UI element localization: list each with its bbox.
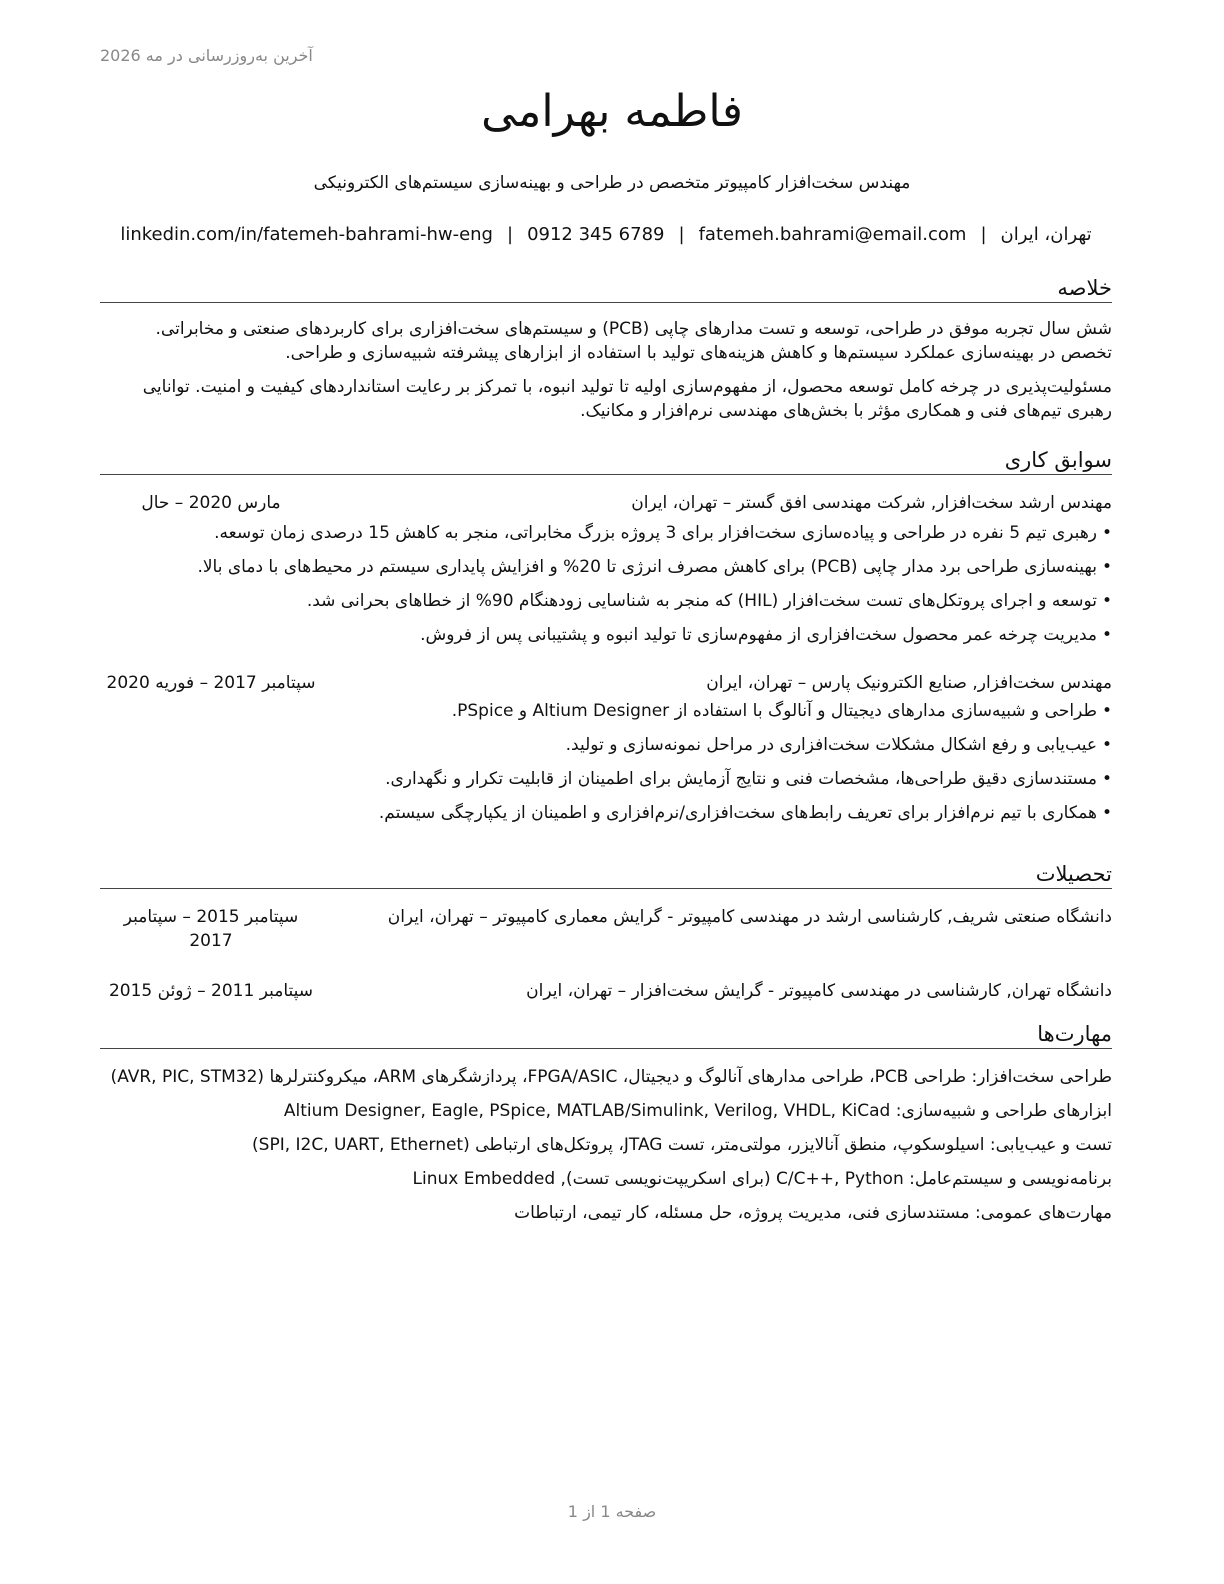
- education-entry: [100, 979, 1112, 1003]
- contact-location: تهران، ایران: [1000, 224, 1092, 245]
- education-dates: سپتامبر 2015 – سپتامبر 2017: [123, 907, 299, 951]
- education-entry: [100, 905, 1112, 953]
- job-bullets: [100, 521, 1112, 647]
- last-updated: آخرین به‌روزرسانی در مه 2026: [100, 46, 313, 65]
- contact-phone: 0912 345 6789: [527, 224, 665, 245]
- summary-paragraph: شش سال تجربه موفق در طراحی، توسعه و تست مدارهای چاپی (PCB) و سیستم‌های سخت‌افزاری برای کاربردهای صنعتی و مخابراتی. تخصص در بهینه‌سازی عملکرد سیستم‌ها و کاهش هزینه‌های تولید با استفاده از ابزارهای پیشرفته شبیه‌سازی و طراحی.: [155, 319, 1112, 363]
- skill-line: مهارت‌های عمومی: مستندسازی فنی، مدیریت پروژه، حل مسئله، کار تیمی، ارتباطات: [514, 1203, 1112, 1223]
- list-item: • مستندسازی دقیق طراحی‌ها، مشخصات فنی و نتایج آزمایش برای اطمینان از قابلیت تکرار و نگهداری.: [100, 767, 1112, 791]
- list-item: • توسعه و اجرای پروتکل‌های تست سخت‌افزار (HIL) که منجر به شناسایی زودهنگام 90% از خطاهای بحرانی شد.: [100, 589, 1112, 613]
- skill-line: تست و عیب‌یابی: اسیلوسکوپ، منطق آنالایزر، مولتی‌متر، تست JTAG، پروتکل‌های ارتباطی (SPI, I2C, UART, Ethernet): [252, 1135, 1112, 1155]
- contact-separator: |: [980, 224, 987, 245]
- section-title-summary: خلاصه: [100, 276, 1112, 303]
- education-degree: دانشگاه صنعتی شریف, کارشناسی ارشد در مهندسی کامپیوتر - گرایش معماری کامپیوتر – تهران، ایران: [387, 907, 1112, 927]
- contact-separator: |: [507, 224, 514, 245]
- education-dates: سپتامبر 2011 – ژوئن 2015: [108, 981, 314, 1001]
- job-role: مهندس سخت‌افزار, صنایع الکترونیک پارس – تهران، ایران: [706, 673, 1112, 693]
- list-item: • همکاری با تیم نرم‌افزار برای تعریف رابط‌های سخت‌افزاری/نرم‌افزاری و اطمینان از یکپارچگی سیستم.: [100, 801, 1112, 825]
- list-item: • رهبری تیم 5 نفره در طراحی و پیاده‌سازی سخت‌افزار برای 3 پروژه بزرگ مخابراتی، منجر به کاهش 15 درصدی زمان توسعه.: [100, 521, 1112, 545]
- summary-paragraph: مسئولیت‌پذیری در چرخه کامل توسعه محصول، از مفهوم‌سازی اولیه تا تولید انبوه، با تمرکز بر رعایت استانداردهای کیفیت و امنیت. توانایی رهبری تیم‌های فنی و همکاری مؤثر با بخش‌های مهندسی نرم‌افزار و مکانیک.: [142, 377, 1112, 421]
- job-role: مهندس ارشد سخت‌افزار, شرکت مهندسی افق گستر – تهران، ایران: [631, 493, 1112, 513]
- job-dates: سپتامبر 2017 – فوریه 2020: [106, 673, 316, 693]
- experience-section: [100, 448, 1112, 835]
- list-item: • بهینه‌سازی طراحی برد مدار چاپی (PCB) برای کاهش مصرف انرژی تا 20% و افزایش پایداری سیستم در محیط‌های با دمای بالا.: [100, 555, 1112, 579]
- summary-section: [100, 276, 1112, 423]
- contact-separator: |: [678, 224, 685, 245]
- contact-linkedin[interactable]: linkedin.com/in/fatemeh-bahrami-hw-eng: [120, 224, 493, 245]
- section-title-skills: مهارت‌ها: [100, 1022, 1112, 1049]
- section-title-education: تحصیلات: [100, 862, 1112, 889]
- candidate-name: فاطمه بهرامی: [481, 86, 743, 137]
- list-item: • مدیریت چرخه عمر محصول سخت‌افزاری از مفهوم‌سازی تا تولید انبوه و پشتیبانی پس از فروش.: [100, 623, 1112, 647]
- skill-line: برنامه‌نویسی و سیستم‌عامل: C/C++, Python (برای اسکریپت‌نویسی تست), Linux Embedded: [412, 1169, 1112, 1189]
- education-section: [100, 862, 1112, 1003]
- contact-line: [100, 224, 1112, 245]
- job-entry: [100, 491, 1112, 647]
- job-bullets: [100, 699, 1112, 825]
- candidate-subtitle: مهندس سخت‌افزار کامپیوتر متخصص در طراحی و بهینه‌سازی سیستم‌های الکترونیکی: [313, 173, 911, 193]
- section-title-experience: سوابق کاری: [100, 448, 1112, 475]
- skill-line: ابزارهای طراحی و شبیه‌سازی: Altium Designer, Eagle, PSpice, MATLAB/Simulink, Verilog, VHDL, KiCad: [283, 1101, 1112, 1121]
- page-number: صفحه 1 از 1: [567, 1502, 657, 1521]
- list-item: • عیب‌یابی و رفع اشکال مشکلات سخت‌افزاری در مراحل نمونه‌سازی و تولید.: [100, 733, 1112, 757]
- contact-email[interactable]: fatemeh.bahrami@email.com: [698, 224, 967, 245]
- skill-line: طراحی سخت‌افزار: طراحی PCB، طراحی مدارهای آنالوگ و دیجیتال، FPGA/ASIC، پردازشگرهای ARM، میکروکنترلرها (AVR, PIC, STM32): [110, 1067, 1112, 1087]
- job-dates: مارس 2020 – حال: [141, 493, 281, 513]
- list-item: • طراحی و شبیه‌سازی مدارهای دیجیتال و آنالوگ با استفاده از Altium Designer و PSpice.: [100, 699, 1112, 723]
- skills-section: [100, 1022, 1112, 1235]
- education-degree: دانشگاه تهران, کارشناسی در مهندسی کامپیوتر - گرایش سخت‌افزار – تهران، ایران: [526, 981, 1112, 1001]
- job-entry: [100, 671, 1112, 825]
